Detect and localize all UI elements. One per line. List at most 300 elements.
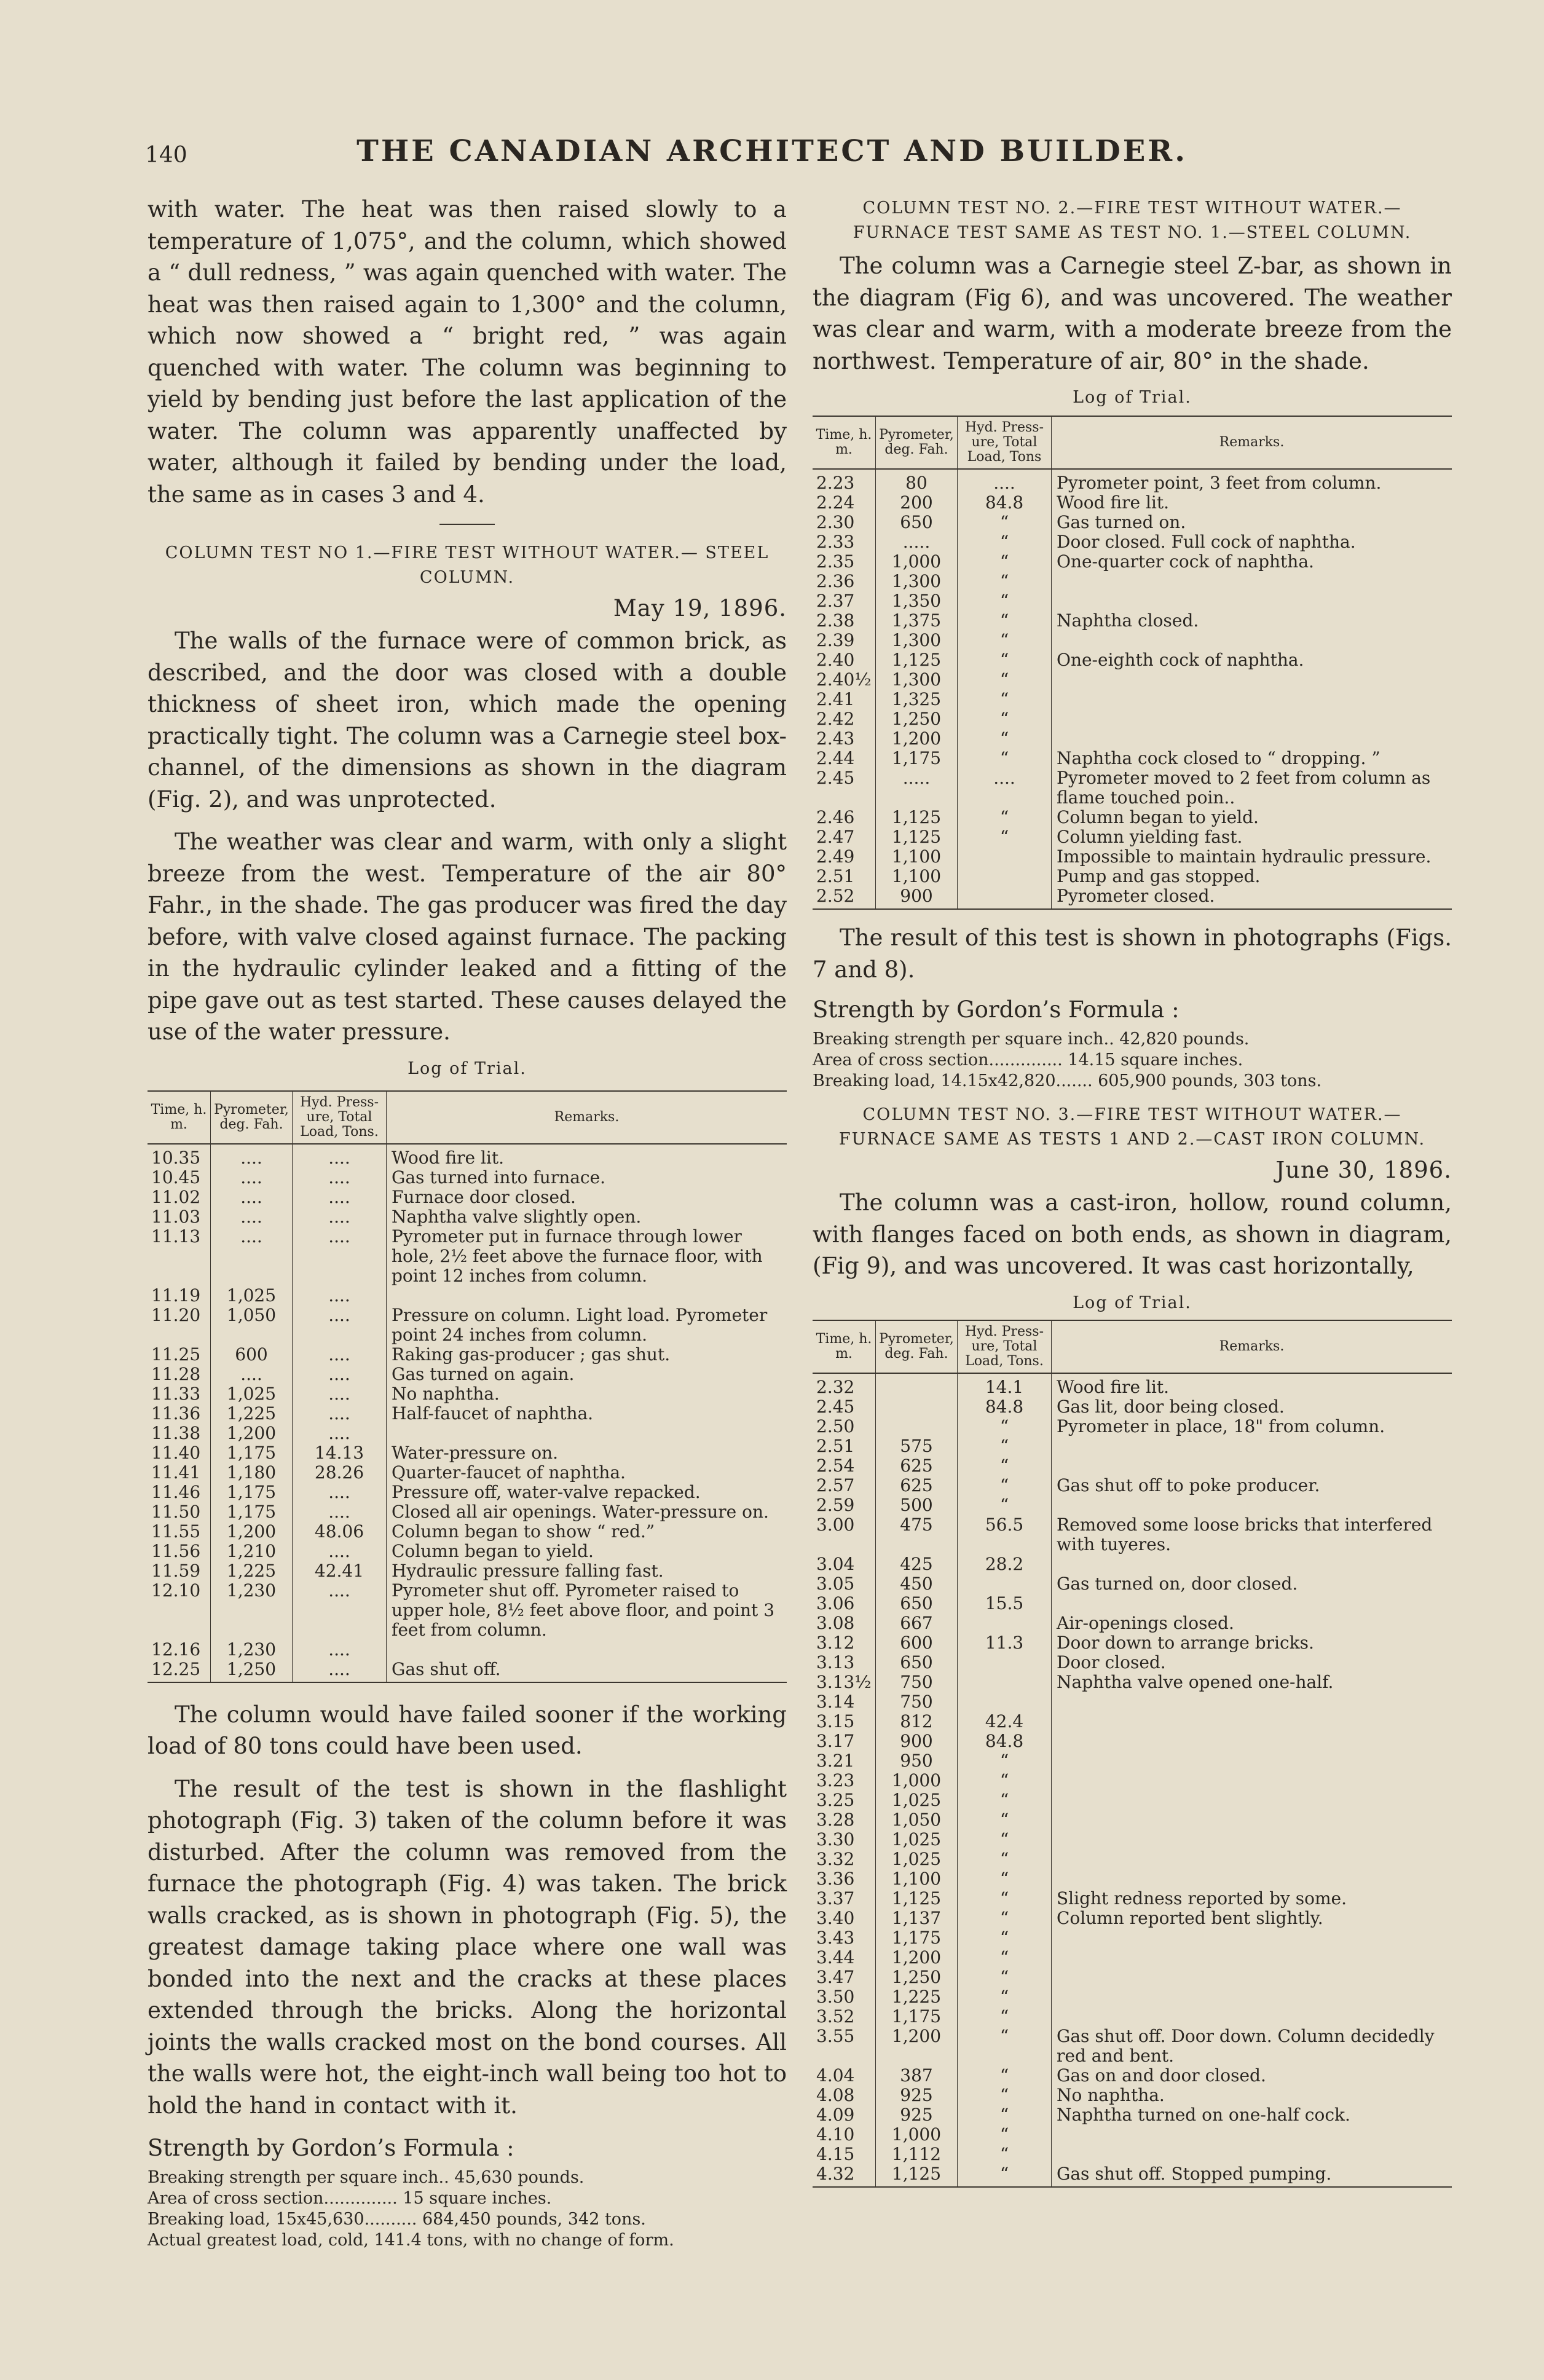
log-time: 2.43	[813, 729, 876, 749]
log-pressure: ....	[293, 1365, 387, 1384]
log-column-header: Remarks.	[387, 1091, 787, 1144]
log-row	[813, 1574, 1452, 1594]
log-pressure: “	[958, 2007, 1052, 2027]
log-pressure: “	[958, 1771, 1052, 1791]
log-row	[813, 1373, 1452, 1397]
log-time: 12.10	[148, 1581, 211, 1640]
log-pyrometer: ....	[211, 1227, 293, 1286]
log-row	[148, 1306, 787, 1345]
log-row	[813, 1751, 1452, 1771]
log-time: 3.37	[813, 1889, 876, 1909]
log-pyrometer: 1,025	[876, 1830, 958, 1850]
log-time: 3.04	[813, 1554, 876, 1574]
log-remarks	[1052, 1495, 1452, 1515]
formula-line: Area of cross section.............. 15 square inches.	[148, 2189, 552, 2208]
log-time: 3.44	[813, 1948, 876, 1968]
log-remarks	[1052, 2007, 1452, 2027]
log-row	[148, 1502, 787, 1522]
log-remarks: Column reported bent slightly.	[1057, 1907, 1323, 1928]
log-pressure: “	[958, 2105, 1052, 2125]
log-pressure: 11.3	[958, 1633, 1052, 1653]
log-remarks: Closed all air openings. Water-pressure on.	[392, 1501, 769, 1522]
log-time: 2.59	[813, 1495, 876, 1515]
log-row	[148, 1424, 787, 1443]
log-pressure: 56.5	[958, 1515, 1052, 1554]
log-pyrometer: 1,350	[876, 591, 958, 611]
log-pressure: ....	[293, 1542, 387, 1561]
divider	[439, 524, 495, 525]
log-remarks	[1052, 1751, 1452, 1771]
log-pressure: 84.8	[958, 1732, 1052, 1751]
log-row	[813, 1397, 1452, 1417]
log-remarks	[1052, 1712, 1452, 1732]
log-remarks: Impossible to maintain hydraulic pressure.	[1057, 846, 1432, 867]
log-time: 2.30	[813, 513, 876, 532]
log-pressure: ....	[293, 1306, 387, 1345]
log-column-header: Hyd. Press-ure, Total Load, Tons	[958, 416, 1052, 469]
log-time: 2.41	[813, 690, 876, 709]
section-heading: COLUMN TEST NO. 3.—FIRE TEST WITHOUT WATER.— FURNACE SAME AS TESTS 1 AND 2.—CAST IRON COLUMN.	[838, 1105, 1426, 1149]
log-row	[813, 631, 1452, 650]
log-pyrometer: 1,125	[876, 650, 958, 670]
log-time: 3.30	[813, 1830, 876, 1850]
log-pressure: ....	[293, 1660, 387, 1682]
log-pressure: ....	[293, 1581, 387, 1640]
log-remarks	[387, 1286, 787, 1306]
log-pressure: ....	[293, 1207, 387, 1227]
formula-line: Breaking load, 14.15x42,820....... 605,900 pounds, 303 tons.	[813, 1071, 1322, 1090]
log-remarks: Gas turned on.	[1057, 512, 1186, 532]
log-time: 2.49	[813, 847, 876, 867]
log-time: 11.40	[148, 1443, 211, 1463]
log-time: 11.13	[148, 1227, 211, 1286]
log-row	[813, 1515, 1452, 1554]
log-pressure: 84.8	[958, 493, 1052, 513]
left-column	[148, 194, 787, 2251]
log-remarks: Wood fire lit.	[392, 1147, 505, 1168]
log-row	[813, 1554, 1452, 1574]
log-pressure: ....	[293, 1483, 387, 1502]
log-pressure: “	[958, 2125, 1052, 2145]
log-row	[813, 827, 1452, 847]
log-row	[148, 1483, 787, 1502]
log-pyrometer: 1,125	[876, 2164, 958, 2187]
log-pressure: “	[958, 1456, 1052, 1476]
log-column-header: Hyd. Press-ure, Total Load, Tons.	[958, 1320, 1052, 1373]
log-row	[813, 1987, 1452, 2007]
log-time: 2.45	[813, 1397, 876, 1417]
log-pyrometer: 1,175	[876, 2007, 958, 2027]
log-remarks: Water-pressure on.	[392, 1442, 559, 1463]
log-row	[813, 1732, 1452, 1751]
log-column-header: Time, h. m.	[813, 416, 876, 469]
log-time: 11.56	[148, 1542, 211, 1561]
log-pressure: ....	[293, 1286, 387, 1306]
log-remarks	[1052, 1456, 1452, 1476]
log-remarks: Column began to yield.	[392, 1540, 594, 1561]
log-pyrometer: 425	[876, 1554, 958, 1574]
right-column	[813, 194, 1452, 2188]
log-row	[813, 2145, 1452, 2164]
log-remarks	[1052, 690, 1452, 709]
section-heading: COLUMN TEST NO 1.—FIRE TEST WITHOUT WATER.— STEEL COLUMN.	[165, 543, 770, 587]
log-remarks: No naphtha.	[392, 1383, 500, 1404]
log-time: 3.40	[813, 1909, 876, 1928]
log-pressure: ....	[293, 1188, 387, 1207]
log-time: 11.28	[148, 1365, 211, 1384]
log-pyrometer: 1,230	[211, 1640, 293, 1660]
log-row	[148, 1286, 787, 1306]
log-remarks: Half-faucet of naphtha.	[392, 1403, 594, 1424]
log-remarks: Naphtha cock closed to “ dropping. ”	[1057, 748, 1381, 768]
formula-line: Area of cross section.............. 14.15 square inches.	[813, 1050, 1243, 1070]
log-pyrometer: 650	[876, 513, 958, 532]
log-remarks: Wood fire lit.	[1057, 492, 1170, 513]
log-pyrometer: 1,025	[211, 1286, 293, 1306]
log-remarks: Naphtha valve slightly open.	[392, 1206, 642, 1227]
log-pyrometer: 200	[876, 493, 958, 513]
log-row	[813, 2027, 1452, 2066]
log-remarks: Pressure on column. Light load. Pyrometer point 24 inches from column.	[392, 1304, 768, 1345]
log-table-test-1	[148, 1090, 787, 1683]
log-time: 3.36	[813, 1869, 876, 1889]
log-pressure: “	[958, 2027, 1052, 2066]
log-pressure: “	[958, 1909, 1052, 1928]
log-pyrometer: 1,300	[876, 670, 958, 690]
log-pyrometer: 1,175	[211, 1502, 293, 1522]
log-pyrometer: 900	[876, 886, 958, 909]
log-pressure	[958, 1653, 1052, 1673]
log-time: 2.42	[813, 709, 876, 729]
log-pyrometer: 500	[876, 1495, 958, 1515]
log-pressure: “	[958, 1810, 1052, 1830]
log-row	[813, 1476, 1452, 1495]
log-row	[813, 1594, 1452, 1614]
log-time: 2.37	[813, 591, 876, 611]
log-remarks: Pyrometer point, 3 feet from column.	[1057, 473, 1382, 493]
formula-block	[148, 2167, 787, 2251]
log-row	[148, 1660, 787, 1682]
log-row	[813, 1810, 1452, 1830]
log-pyrometer: 450	[876, 1574, 958, 1594]
log-row	[813, 1417, 1452, 1436]
log-remarks: Slight redness reported by some.	[1057, 1888, 1347, 1909]
log-time: 10.45	[148, 1168, 211, 1188]
log-remarks	[1052, 1948, 1452, 1968]
log-remarks: Door down to arrange bricks.	[1057, 1632, 1314, 1653]
log-pyrometer: 1,050	[211, 1306, 293, 1345]
log-time: 11.20	[148, 1306, 211, 1345]
log-pressure: “	[958, 1476, 1052, 1495]
log-pressure: 84.8	[958, 1397, 1052, 1417]
log-time: 2.47	[813, 827, 876, 847]
log-remarks: Air-openings closed.	[1057, 1612, 1234, 1633]
log-row	[148, 1581, 787, 1640]
log-time: 3.55	[813, 2027, 876, 2066]
log-pressure: “	[958, 670, 1052, 690]
log-remarks: Column began to show “ red.”	[392, 1521, 655, 1542]
log-pyrometer: 667	[876, 1614, 958, 1633]
running-head: THE CANADIAN ARCHITECT AND BUILDER.	[356, 134, 1188, 168]
log-pyrometer: 900	[876, 1732, 958, 1751]
log-pressure	[958, 886, 1052, 909]
log-pressure: “	[958, 1830, 1052, 1850]
log-remarks	[1052, 729, 1452, 749]
log-time: 11.33	[148, 1384, 211, 1404]
log-remarks	[1052, 1692, 1452, 1712]
log-time: 11.50	[148, 1502, 211, 1522]
log-pressure: ....	[293, 1502, 387, 1522]
log-time: 3.23	[813, 1771, 876, 1791]
log-pyrometer: 1,325	[876, 690, 958, 709]
log-remarks	[1052, 591, 1452, 611]
log-time: 3.12	[813, 1633, 876, 1653]
log-pressure: “	[958, 1889, 1052, 1909]
log-time: 2.35	[813, 552, 876, 572]
log-row	[813, 1909, 1452, 1928]
log-time: 2.33	[813, 532, 876, 552]
log-pressure: ....	[293, 1227, 387, 1286]
log-pyrometer: 1,300	[876, 572, 958, 591]
log-row	[813, 2066, 1452, 2086]
log-row	[813, 847, 1452, 867]
log-time: 3.28	[813, 1810, 876, 1830]
log-pyrometer: ....	[211, 1144, 293, 1168]
log-remarks	[1052, 1732, 1452, 1751]
formula-block	[813, 1029, 1452, 1092]
log-pyrometer: 1,200	[876, 1948, 958, 1968]
log-remarks: Pyrometer put in furnace through lower hole, 2½ feet above the furnace floor, with point 12 inches from column.	[392, 1226, 763, 1286]
log-column-header: Remarks.	[1052, 416, 1452, 469]
log-remarks	[1052, 1436, 1452, 1456]
log-row	[813, 1830, 1452, 1850]
log-time: 11.03	[148, 1207, 211, 1227]
log-row	[813, 1968, 1452, 1987]
log-time: 3.15	[813, 1712, 876, 1732]
log-pressure: “	[958, 1751, 1052, 1771]
log-time: 3.00	[813, 1515, 876, 1554]
log-pyrometer: ....	[211, 1365, 293, 1384]
log-pressure: 15.5	[958, 1594, 1052, 1614]
log-remarks: Furnace door closed.	[392, 1186, 576, 1207]
log-pressure: ....	[293, 1640, 387, 1660]
log-row	[148, 1561, 787, 1581]
log-time: 2.38	[813, 611, 876, 631]
log-time: 3.43	[813, 1928, 876, 1948]
log-row	[813, 2105, 1452, 2125]
log-time: 3.14	[813, 1692, 876, 1712]
log-remarks	[1052, 1791, 1452, 1810]
log-row	[813, 1850, 1452, 1869]
log-row	[813, 1771, 1452, 1791]
log-column-header: Pyrometer, deg. Fah.	[211, 1091, 293, 1144]
log-remarks	[1052, 1810, 1452, 1830]
log-remarks: Pyrometer moved to 2 feet from column as flame touched poin..	[1057, 768, 1431, 808]
log-time: 12.25	[148, 1660, 211, 1682]
log-row	[148, 1227, 787, 1286]
log-pyrometer: ....	[211, 1207, 293, 1227]
paragraph: The walls of the furnace were of common brick, as described, and the door was closed with a double thickness of sheet iron, which made the opening practically tight. The column was a Carnegie steel box-channel, of the dimensions as shown in the diagram (Fig. 2), and was unprotected.	[148, 628, 787, 813]
log-pressure: “	[958, 2145, 1052, 2164]
log-pyrometer: 1,100	[876, 1869, 958, 1889]
log-pressure	[958, 1673, 1052, 1692]
log-time: 11.36	[148, 1404, 211, 1424]
log-column-header: Pyrometer, deg. Fah.	[876, 416, 958, 469]
log-pyrometer: 1,300	[876, 631, 958, 650]
log-pyrometer: 1,025	[211, 1384, 293, 1404]
log-row	[813, 1495, 1452, 1515]
log-row	[813, 886, 1452, 909]
log-pressure: “	[958, 611, 1052, 631]
log-pyrometer: 650	[876, 1594, 958, 1614]
log-row	[813, 1712, 1452, 1732]
log-pressure: “	[958, 1928, 1052, 1948]
log-row	[813, 2007, 1452, 2027]
log-pyrometer: 1,225	[211, 1561, 293, 1581]
log-pyrometer: 1,000	[876, 2125, 958, 2145]
log-row	[813, 1456, 1452, 1476]
log-time: 4.32	[813, 2164, 876, 2187]
log-table-test-2	[813, 416, 1452, 910]
log-pyrometer: .....	[876, 532, 958, 552]
log-pressure: 42.4	[958, 1712, 1052, 1732]
log-remarks: Pressure off, water-valve repacked.	[392, 1481, 701, 1502]
log-row	[813, 670, 1452, 690]
log-pressure: “	[958, 2066, 1052, 2086]
log-pyrometer	[876, 1397, 958, 1417]
log-time: 4.04	[813, 2066, 876, 2086]
paragraph: The weather was clear and warm, with only a slight breeze from the west. Temperature of the air 80° Fahr., in the shade. The gas producer was fired the day before, with valve closed against furnace. The packing in the hydraulic cylinder leaked and a fitting of the pipe gave out as test started. These causes delayed the use of the water pressure.	[148, 829, 787, 1045]
log-row	[148, 1168, 787, 1188]
log-row	[813, 2164, 1452, 2187]
log-time: 2.46	[813, 808, 876, 827]
log-time: 2.54	[813, 1456, 876, 1476]
log-row	[148, 1522, 787, 1542]
log-remarks: Wood fire lit.	[1057, 1376, 1170, 1397]
log-pyrometer: 750	[876, 1673, 958, 1692]
log-pressure: “	[958, 1968, 1052, 1987]
log-row	[813, 1928, 1452, 1948]
log-pyrometer: 1,025	[876, 1791, 958, 1810]
log-time: 3.32	[813, 1850, 876, 1869]
log-pressure: “	[958, 729, 1052, 749]
log-remarks: Gas turned on again.	[392, 1363, 575, 1384]
log-pyrometer: 600	[876, 1633, 958, 1653]
log-row	[813, 1614, 1452, 1633]
log-pressure: “	[958, 2086, 1052, 2105]
log-time: 4.10	[813, 2125, 876, 2145]
log-remarks: Naphtha valve opened one-half.	[1057, 1671, 1334, 1692]
log-row	[813, 1948, 1452, 1968]
dateline: May 19, 1896.	[613, 595, 787, 621]
log-pyrometer: 1,250	[876, 709, 958, 729]
log-row	[813, 808, 1452, 827]
log-pyrometer: 1,125	[876, 827, 958, 847]
log-pyrometer: 1,175	[876, 749, 958, 768]
log-remarks: Gas lit, door being closed.	[1057, 1396, 1285, 1417]
log-row	[813, 513, 1452, 532]
log-row	[813, 650, 1452, 670]
log-row	[148, 1463, 787, 1483]
log-pressure: 28.26	[293, 1463, 387, 1483]
log-pyrometer: 600	[211, 1345, 293, 1365]
log-time: 3.25	[813, 1791, 876, 1810]
log-remarks	[1052, 1830, 1452, 1850]
log-pyrometer: 1,200	[876, 2027, 958, 2066]
log-pyrometer: 1,250	[211, 1660, 293, 1682]
log-pressure: ....	[293, 1384, 387, 1404]
log-remarks: Gas turned on, door closed.	[1057, 1573, 1298, 1594]
log-remarks	[1052, 2125, 1452, 2145]
log-pyrometer: 1,200	[876, 729, 958, 749]
log-row	[813, 532, 1452, 552]
log-remarks	[1052, 1850, 1452, 1869]
log-remarks: Raking gas-producer ; gas shut.	[392, 1344, 671, 1365]
log-pressure: “	[958, 1495, 1052, 1515]
log-pyrometer: 1,230	[211, 1581, 293, 1640]
log-pressure: “	[958, 650, 1052, 670]
log-row	[148, 1542, 787, 1561]
log-column-header: Pyrometer, deg. Fah.	[876, 1320, 958, 1373]
log-remarks: Gas on and door closed.	[1057, 2065, 1266, 2086]
log-time: 3.13	[813, 1653, 876, 1673]
log-pyrometer: 1,210	[211, 1542, 293, 1561]
log-pyrometer	[876, 1417, 958, 1436]
log-row	[148, 1188, 787, 1207]
log-time: 3.52	[813, 2007, 876, 2027]
log-time: 3.06	[813, 1594, 876, 1614]
paragraph: The column was a cast-iron, hollow, round column, with flanges faced on both ends, as shown in diagram, (Fig 9), and was uncovered. It was cast horizontally,	[813, 1189, 1452, 1279]
log-time: 2.24	[813, 493, 876, 513]
log-time: 12.16	[148, 1640, 211, 1660]
log-row	[813, 572, 1452, 591]
log-column-header: Hyd. Press-ure, Total Load, Tons.	[293, 1091, 387, 1144]
log-time: 2.44	[813, 749, 876, 768]
log-remarks: Gas turned into furnace.	[392, 1167, 606, 1188]
log-pressure: 14.1	[958, 1373, 1052, 1397]
log-pressure: ....	[293, 1404, 387, 1424]
log-pyrometer: 1,125	[876, 808, 958, 827]
log-row	[813, 867, 1452, 886]
log-pressure: “	[958, 808, 1052, 827]
log-remarks	[1052, 572, 1452, 591]
log-pressure: “	[958, 749, 1052, 768]
log-title: Log of Trial.	[1073, 388, 1192, 407]
log-pressure: ....	[293, 1424, 387, 1443]
log-remarks	[1052, 670, 1452, 690]
log-row	[813, 469, 1452, 493]
log-time: 11.38	[148, 1424, 211, 1443]
log-pyrometer: 475	[876, 1515, 958, 1554]
log-row	[813, 1436, 1452, 1456]
log-time: 2.57	[813, 1476, 876, 1495]
log-row	[813, 591, 1452, 611]
log-pyrometer: 1,180	[211, 1463, 293, 1483]
log-row	[813, 2125, 1452, 2145]
log-remarks: Gas shut off.	[387, 1660, 787, 1682]
log-pyrometer: 1,137	[876, 1909, 958, 1928]
log-remarks: Door closed. Full cock of naphtha.	[1057, 532, 1356, 552]
log-pyrometer: 812	[876, 1712, 958, 1732]
log-pyrometer: 1,000	[876, 552, 958, 572]
log-pressure	[958, 1614, 1052, 1633]
log-time: 3.17	[813, 1732, 876, 1751]
log-time: 2.23	[813, 469, 876, 493]
log-time: 11.19	[148, 1286, 211, 1306]
log-row	[148, 1443, 787, 1463]
log-pyrometer: 1,175	[211, 1443, 293, 1463]
log-row	[813, 768, 1452, 808]
